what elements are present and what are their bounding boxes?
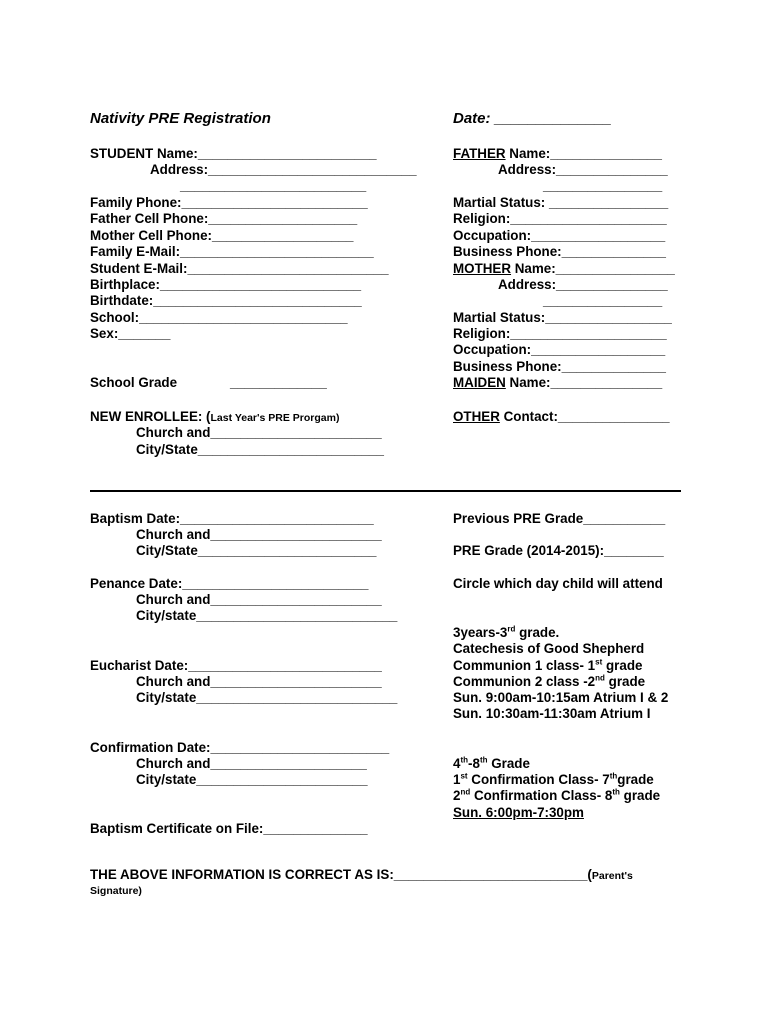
baptism-date-field[interactable]: Baptism Date:__________________________ xyxy=(90,511,374,526)
school-grade-field[interactable]: _____________ xyxy=(230,375,327,390)
section-divider xyxy=(90,490,681,492)
mother-business-field[interactable]: Business Phone:______________ xyxy=(453,359,666,374)
baptism-church-field[interactable]: Church and_______________________ xyxy=(136,527,382,542)
father-cell-field[interactable]: Father Cell Phone:____________________ xyxy=(90,211,358,226)
birthplace-field[interactable]: Birthplace:___________________________ xyxy=(90,277,362,292)
option-communion-2[interactable]: Communion 2 class -2nd grade xyxy=(453,673,646,689)
birthdate-field[interactable]: Birthdate:____________________________ xyxy=(90,293,362,308)
enrollee-city-field[interactable]: City/State_________________________ xyxy=(136,442,384,457)
father-business-field[interactable]: Business Phone:______________ xyxy=(453,244,666,259)
option-confirmation-1[interactable]: 1st Confirmation Class- 7thgrade xyxy=(453,771,654,787)
mother-address-line2[interactable]: ________________ xyxy=(543,293,663,308)
family-phone-field[interactable]: Family Phone:_________________________ xyxy=(90,195,368,210)
confirmation-date-field[interactable]: Confirmation Date:________________________ xyxy=(90,740,390,755)
baptism-certificate-field[interactable]: Baptism Certificate on File:______________ xyxy=(90,821,368,836)
penance-church-field[interactable]: Church and_______________________ xyxy=(136,592,382,607)
eucharist-city-field[interactable]: City/state___________________________ xyxy=(136,690,398,705)
mother-address-field[interactable]: Address:_______________ xyxy=(498,277,668,292)
mother-name-field[interactable]: MOTHER Name:________________ xyxy=(453,261,675,276)
enrollee-church-field[interactable]: Church and_______________________ xyxy=(136,425,382,440)
school-grade-label: School Grade xyxy=(90,375,178,390)
circle-day-instruction: Circle which day child will attend xyxy=(453,576,663,591)
student-address-field[interactable]: Address:____________________________ xyxy=(150,162,417,177)
mother-occupation-field[interactable]: Occupation:__________________ xyxy=(453,342,666,357)
confirmation-church-field[interactable]: Church and_____________________ xyxy=(136,756,367,771)
confirmation-city-field[interactable]: City/state_______________________ xyxy=(136,772,368,787)
signature-label: Signature) xyxy=(90,885,142,897)
father-occupation-field[interactable]: Occupation:__________________ xyxy=(453,228,666,243)
signature-line[interactable]: THE ABOVE INFORMATION IS CORRECT AS IS:__________________________(Parent's xyxy=(90,867,633,882)
option-catechesis[interactable]: Catechesis of Good Shepherd xyxy=(453,641,645,656)
mother-cell-field[interactable]: Mother Cell Phone:___________________ xyxy=(90,228,354,243)
eucharist-date-field[interactable]: Eucharist Date:__________________________ xyxy=(90,658,382,673)
previous-grade-field[interactable]: Previous PRE Grade___________ xyxy=(453,511,666,526)
student-email-field[interactable]: Student E-Mail:___________________________ xyxy=(90,261,389,276)
father-address-line2[interactable]: ________________ xyxy=(543,178,663,193)
eucharist-church-field[interactable]: Church and_______________________ xyxy=(136,674,382,689)
penance-city-field[interactable]: City/state___________________________ xyxy=(136,608,398,623)
mother-marital-field[interactable]: Martial Status:_________________ xyxy=(453,310,672,325)
option-sun-1030am[interactable]: Sun. 10:30am-11:30am Atrium I xyxy=(453,706,651,721)
student-name-field[interactable]: STUDENT Name:________________________ xyxy=(90,146,377,161)
date-field[interactable]: Date: ______________ xyxy=(453,110,612,127)
family-email-field[interactable]: Family E-Mail:__________________________ xyxy=(90,244,374,259)
sex-field[interactable]: Sex:_______ xyxy=(90,326,171,341)
form-title: Nativity PRE Registration xyxy=(90,110,271,127)
father-marital-field[interactable]: Martial Status: ________________ xyxy=(453,195,669,210)
option-sun-6pm[interactable]: Sun. 6:00pm-7:30pm xyxy=(453,805,584,820)
baptism-city-field[interactable]: City/State________________________ xyxy=(136,543,377,558)
option-communion-1[interactable]: Communion 1 class- 1st grade xyxy=(453,657,643,673)
new-enrollee-label: NEW ENROLLEE: (Last Year's PRE Prorgam) xyxy=(90,409,340,424)
mother-religion-field[interactable]: Religion:_____________________ xyxy=(453,326,667,341)
student-address-line2[interactable]: _________________________ xyxy=(180,178,367,193)
penance-date-field[interactable]: Penance Date:_________________________ xyxy=(90,576,369,591)
maiden-name-field[interactable]: MAIDEN Name:_______________ xyxy=(453,375,663,390)
school-field[interactable]: School:____________________________ xyxy=(90,310,348,325)
option-4th-8th[interactable]: 4th-8th Grade xyxy=(453,755,530,771)
father-name-field[interactable]: FATHER Name:_______________ xyxy=(453,146,662,161)
option-sun-9am[interactable]: Sun. 9:00am-10:15am Atrium I & 2 xyxy=(453,690,669,705)
option-confirmation-2[interactable]: 2nd Confirmation Class- 8th grade xyxy=(453,787,661,803)
option-3years-3rd[interactable]: 3years-3rd grade. xyxy=(453,624,560,640)
father-address-field[interactable]: Address:_______________ xyxy=(498,162,668,177)
other-contact-field[interactable]: OTHER Contact:_______________ xyxy=(453,409,670,424)
pre-grade-field[interactable]: PRE Grade (2014-2015):________ xyxy=(453,543,664,558)
father-religion-field[interactable]: Religion:_____________________ xyxy=(453,211,667,226)
